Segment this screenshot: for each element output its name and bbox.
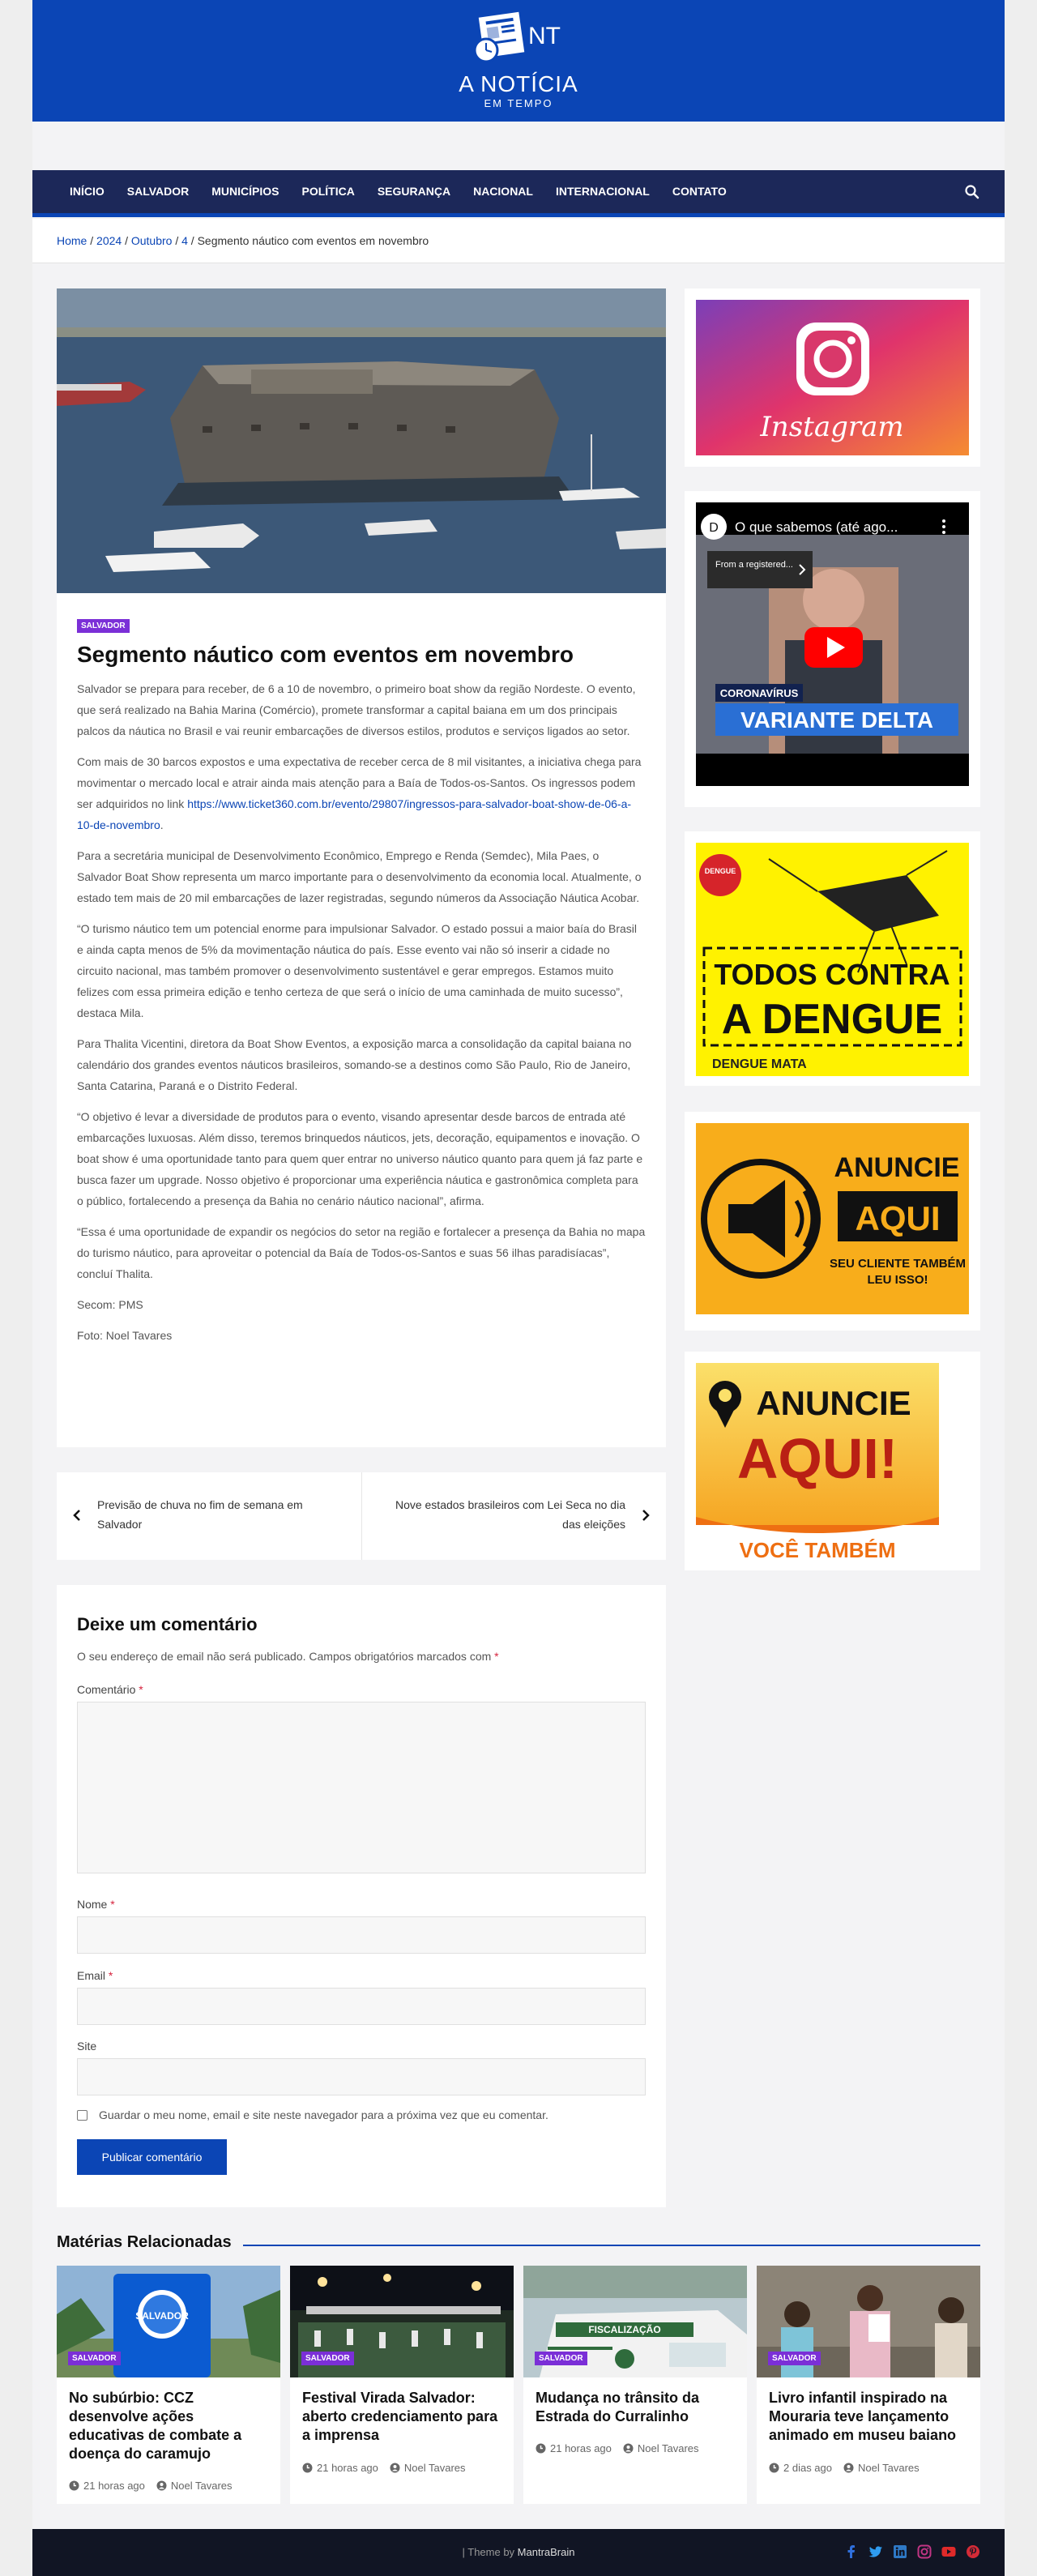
required-mark: * <box>108 1969 113 1982</box>
dengue-footer: DENGUE MATA <box>712 1057 807 1071</box>
breadcrumb-current: Segmento náutico com eventos em novembro <box>197 234 429 247</box>
category-badge[interactable]: SALVADOR <box>68 2352 121 2365</box>
search-icon[interactable] <box>964 184 980 200</box>
dengue-widget <box>685 831 980 1086</box>
previous-post-link[interactable] <box>57 1472 362 1560</box>
clock-icon <box>69 2480 79 2491</box>
ad1-line2: AQUI <box>855 1199 941 1237</box>
name-label-text: Nome <box>77 1898 108 1911</box>
youtube-embed[interactable] <box>696 502 969 786</box>
video-widget <box>685 491 980 807</box>
category-badge[interactable]: SALVADOR <box>535 2352 587 2365</box>
save-info-checkbox[interactable] <box>77 2110 87 2121</box>
nav-item-municipios[interactable]: MUNICÍPIOS <box>211 185 280 198</box>
nav-item-politica[interactable]: POLÍTICA <box>301 185 355 198</box>
related-card[interactable] <box>523 2266 747 2504</box>
chevron-left-icon <box>73 1508 81 1527</box>
theme-credit-link[interactable]: MantraBrain <box>517 2546 575 2558</box>
comment-label-text: Comentário <box>77 1683 136 1696</box>
site-label: Site <box>77 2040 97 2053</box>
ad-banner-2[interactable] <box>696 1363 969 1570</box>
article-paragraph: Salvador se prepara para receber, de 6 a 10 de novembro, o primeiro boat show da região Nordeste. O evento, que será realizado na Bahia Marina (Comércio), promete transformar a capital baiana em um dos principais palcos da náutica no Brasil e vai reunir embarcações de diversos estilos, produtos e serviços ligados ao setor. <box>77 682 636 737</box>
related-meta <box>69 2480 233 2492</box>
save-info-row <box>77 2108 548 2121</box>
user-icon <box>390 2463 400 2473</box>
ad-widget-1 <box>685 1112 980 1331</box>
twitter-icon[interactable] <box>868 2544 883 2559</box>
user-icon <box>623 2443 634 2454</box>
email-field[interactable] <box>77 1988 646 2025</box>
comment-label <box>77 1683 143 1696</box>
newspaper-clock-icon <box>450 11 596 68</box>
logo-mark <box>450 11 596 68</box>
post-navigation <box>57 1472 666 1560</box>
video-headline-text: VARIANTE DELTA <box>740 707 933 733</box>
breadcrumb-home[interactable]: Home <box>57 234 87 247</box>
comment-note <box>77 1650 499 1663</box>
page-wrapper <box>32 0 1005 2576</box>
credit-text: | Theme by <box>462 2546 518 2558</box>
breadcrumb-month[interactable]: Outubro <box>130 234 173 247</box>
dengue-badge-text: DENGUE <box>704 867 736 875</box>
youtube-icon[interactable] <box>941 2544 956 2559</box>
category-badge[interactable]: SALVADOR <box>301 2352 354 2365</box>
article-title: Segmento náutico com eventos em novembro <box>77 642 574 667</box>
vehicle-text: FISCALIZAÇÃO <box>588 2324 661 2335</box>
required-mark: * <box>110 1898 115 1911</box>
previous-post-title: Previsão de chuva no fim de semana em Salvador <box>97 1498 303 1531</box>
article-paragraph: Com mais de 30 barcos expostos e uma expectativa de receber cerca de 8 mil visitantes, a iniciativa chega para movimentar o mercado local e atrair ainda mais atenção para a Baía de Todos-os-Santos. Os ingressos podem ser adquiridos no link https://www.ticket360.com.br/evento/29807/ingressos-para-salvador-boat-show-de-06-a-10-de-novembro. <box>77 755 642 831</box>
related-meta <box>536 2442 699 2454</box>
clock-icon <box>302 2463 313 2473</box>
related-author[interactable]: Noel Tavares <box>170 2480 233 2492</box>
related-meta <box>769 2462 920 2474</box>
paragraph-text: Com mais de 30 barcos expostos e uma expectativa de receber cerca de 8 mil visitantes, a iniciativa chega para movimentar o mercado local e atrair ainda mais atenção para a Baía de Todos-os-Santos. Os ingressos podem ser adquiridos no link <box>77 755 642 810</box>
name-label <box>77 1898 115 1911</box>
name-field[interactable] <box>77 1916 646 1954</box>
related-card[interactable] <box>290 2266 514 2504</box>
email-label-text: Email <box>77 1969 106 1982</box>
article-paragraph: Para a secretária municipal de Desenvolvimento Econômico, Emprego e Renda (Semdec), Mila Paes, o Salvador Boat Show representa um marco importante para o desenvolvimento da economia local. Atualmente, o estado tem mais de 20 mil embarcações de lazer registradas, segundo números da Associação Náutica Acobar. <box>77 849 642 904</box>
instagram-icon[interactable] <box>917 2544 932 2559</box>
chevron-right-icon <box>642 1508 650 1527</box>
site-footer <box>32 2529 1005 2576</box>
nav-item-internacional[interactable]: INTERNACIONAL <box>555 185 650 198</box>
site-logo[interactable] <box>423 10 614 112</box>
submit-comment-button[interactable]: Publicar comentário <box>77 2139 227 2175</box>
article-credit: Secom: PMS <box>77 1298 143 1311</box>
ad2-line1: ANUNCIE <box>756 1384 911 1422</box>
instagram-banner[interactable] <box>696 300 969 455</box>
comment-title: Deixe um comentário <box>77 1614 258 1634</box>
clock-icon <box>536 2443 546 2454</box>
related-title[interactable]: Mudança no trânsito da Estrada do Curralinho <box>536 2390 700 2424</box>
logo-mark-text: NT <box>528 23 561 49</box>
ad-widget-2 <box>685 1352 980 1570</box>
site-title: A NOTÍCIA <box>459 71 578 96</box>
email-label <box>77 1969 113 1982</box>
article-paragraph: “O turismo náutico tem um potencial enorme para impulsionar Salvador. O estado possui a maior baía do Brasil e ainda capta menos de 5% da movimentação náutica do país. Esse evento vai não só inserir a cidade no circuito nacional, mas também promover o desenvolvimento sustentável e gerar empregos. Estamos muito felizes com essa primeira edição e tenho certeza de que será o início de uma caminhada de muito sucesso”, destaca Mila. <box>77 922 638 1019</box>
breadcrumb-day[interactable]: 4 <box>181 234 188 247</box>
related-time: 21 horas ago <box>317 2462 378 2474</box>
user-icon <box>156 2480 167 2491</box>
related-author[interactable]: Noel Tavares <box>637 2442 699 2454</box>
pinterest-icon[interactable] <box>966 2544 980 2559</box>
article-paragraph: Para Thalita Vicentini, diretora da Boat Show Eventos, a exposição marca a consolidação da capital baiana no calendário dos grandes eventos náuticos brasileiros, somando-se a destinos como São Paulo, Rio de Janeiro, Santa Catarina, Paraná e o Distrito Federal. <box>77 1037 632 1092</box>
dengue-line1: TODOS CONTRA <box>714 958 950 991</box>
article-body <box>77 617 646 1346</box>
related-time: 2 dias ago <box>783 2462 832 2474</box>
related-author[interactable]: Noel Tavares <box>858 2462 920 2474</box>
video-title: O que sabemos (até ago... <box>735 519 898 535</box>
ad1-line3: SEU CLIENTE TAMBÉM <box>829 1257 967 1271</box>
ad1-line4: LEU ISSO! <box>867 1273 928 1287</box>
required-mark: * <box>139 1683 143 1696</box>
related-title[interactable]: Livro infantil inspirado na Mouraria teve lançamento animado em museu baiano <box>769 2390 957 2443</box>
dengue-banner[interactable] <box>696 843 969 1076</box>
site-subtitle: EM TEMPO <box>484 97 553 109</box>
article-paragraph: “Essa é uma oportunidade de expandir os negócios do setor na região e fortalecer a presença da Bahia no mapa do turismo náutico, para aproveitar o potencial da Baía de Todos-os-Santos e suas 56 ilhas paradisíacas”, concluí Thalita. <box>77 1225 646 1280</box>
required-mark: * <box>494 1650 499 1663</box>
article-paragraph: “O objetivo é levar a diversidade de produtos para o evento, visando apresentar desde barcos de entrada até embarcações luxuosas. Além disso, teremos brinquedos náuticos, jets, decoração, equipamentos e inovação. O boat show é uma oportunidade tanto para quem quer entrar no universo náutico quanto para quem já faz parte e busca fazer um upgrade. Nosso objetivo é proporcionar uma experiência náutica e gastronômica completa para o público, fortalecendo a presença da Bahia no cenário náutico nacional”, afirma. <box>77 1110 643 1207</box>
main-navigation <box>32 170 1005 217</box>
related-time: 21 horas ago <box>550 2442 612 2454</box>
breadcrumb: Home / 2024 / Outubro / 4 / Segmento náutico com eventos em novembro <box>32 219 1005 263</box>
related-card[interactable] <box>757 2266 980 2504</box>
ad-banner-1[interactable] <box>696 1123 969 1314</box>
user-icon <box>843 2463 854 2473</box>
related-card[interactable] <box>57 2266 280 2504</box>
breadcrumb-year[interactable]: 2024 <box>96 234 122 247</box>
ad1-line1: ANUNCIE <box>834 1152 960 1183</box>
ad2-line2: AQUI! <box>736 1427 898 1490</box>
facebook-icon[interactable] <box>844 2544 859 2559</box>
article-hero-image <box>57 288 666 593</box>
photo-credit: Foto: Noel Tavares <box>77 1329 173 1342</box>
related-heading-text: Matérias Relacionadas <box>57 2233 243 2252</box>
channel-avatar: D <box>709 521 719 535</box>
video-tag-text: CORONAVÍRUS <box>719 687 799 699</box>
nav-item-nacional[interactable]: NACIONAL <box>473 185 533 198</box>
ad2-line3: VOCÊ TAMBÉM <box>739 1538 896 1562</box>
category-badge[interactable]: SALVADOR <box>768 2352 821 2365</box>
comment-note-text: O seu endereço de email não será publicado. Campos obrigatórios marcados com <box>77 1650 495 1663</box>
ticket-link[interactable]: https://www.ticket360.com.br/evento/29807/ingressos-para-salvador-boat-show-de-06-a-10-de-novembro <box>77 797 632 831</box>
category-badge[interactable]: SALVADOR <box>77 619 130 633</box>
linkedin-icon[interactable] <box>893 2544 907 2559</box>
related-author[interactable]: Noel Tavares <box>403 2462 466 2474</box>
save-info-label: Guardar o meu nome, email e site neste navegador para a próxima vez que eu comentar. <box>99 2108 548 2121</box>
related-title[interactable]: Festival Virada Salvador: aberto credenciamento para a imprensa <box>302 2390 498 2443</box>
dengue-line2: A DENGUE <box>721 996 943 1043</box>
nav-item-salvador[interactable]: SALVADOR <box>126 185 190 198</box>
related-time: 21 horas ago <box>83 2480 145 2492</box>
site-header <box>32 0 1005 122</box>
site-field[interactable] <box>77 2058 646 2095</box>
instagram-text: Instagram <box>760 411 904 443</box>
next-post-title: Nove estados brasileiros com Lei Seca no dia das eleições <box>395 1498 625 1531</box>
nav-item-contato[interactable]: CONTATO <box>672 185 727 198</box>
nav-item-inicio[interactable]: INÍCIO <box>70 185 105 198</box>
related-meta <box>302 2462 466 2474</box>
sign-text: SALVADOR <box>135 2310 189 2322</box>
clock-icon <box>769 2463 779 2473</box>
related-heading <box>57 2230 980 2254</box>
related-title[interactable]: No subúrbio: CCZ desenvolve ações educativas de combate a doença do caramujo <box>69 2390 242 2462</box>
nav-item-seguranca[interactable]: SEGURANÇA <box>377 185 451 198</box>
comment-textarea[interactable] <box>77 1702 646 1873</box>
social-links <box>834 2544 980 2559</box>
article-card <box>57 288 666 1447</box>
video-popup-text: From a registered... <box>715 560 793 570</box>
comment-form <box>57 1585 666 2207</box>
next-post-link[interactable] <box>362 1472 667 1560</box>
instagram-widget <box>685 288 980 467</box>
